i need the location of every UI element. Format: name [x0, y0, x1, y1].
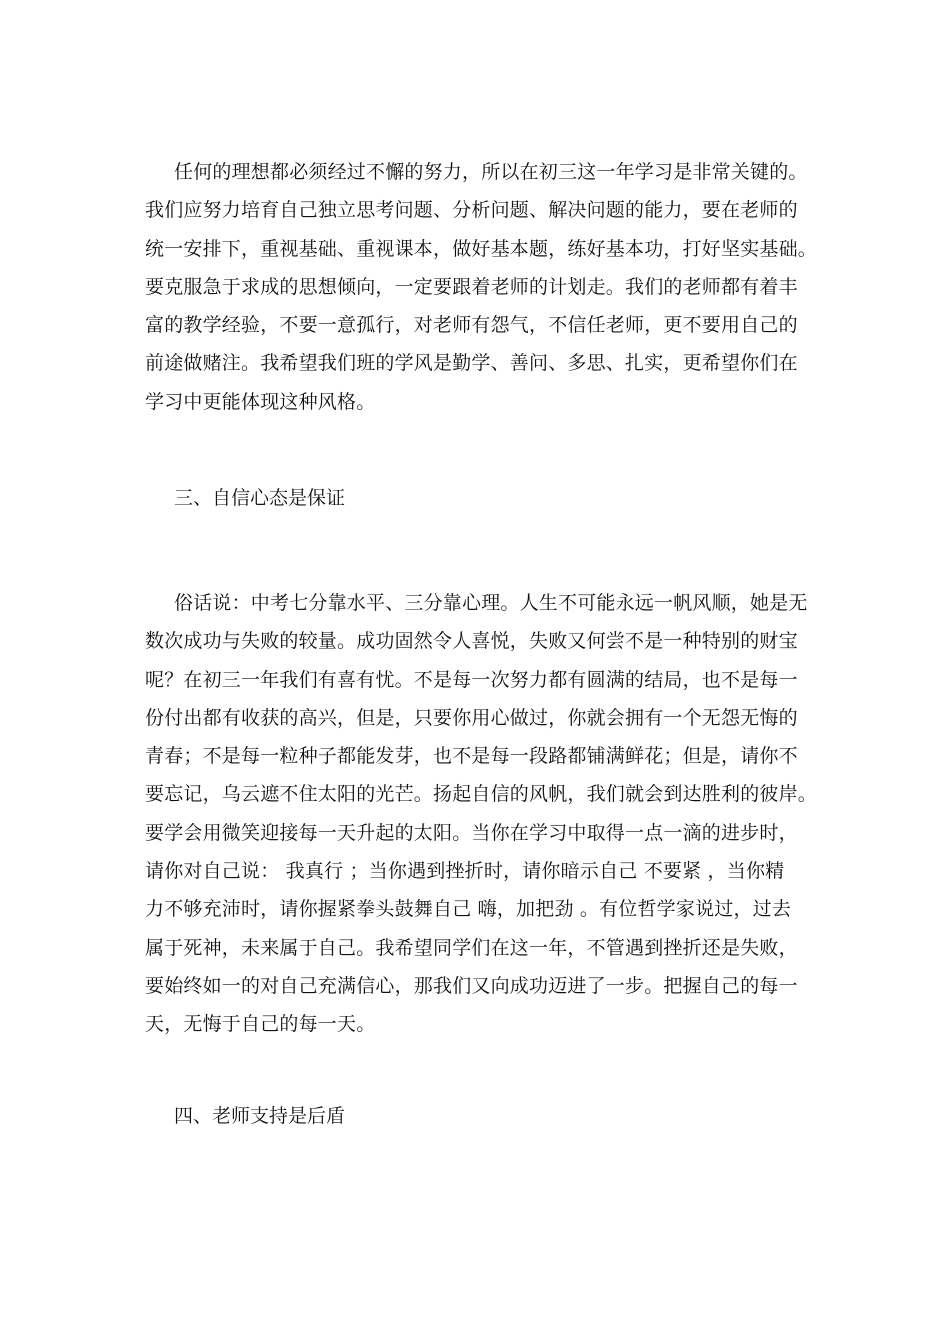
paragraph-line: 要学会用微笑迎接每一天升起的太阳。当你在学习中取得一点一滴的进步时，	[145, 821, 798, 844]
paragraph-line: 我们应努力培育自己独立思考问题、分析问题、解决问题的能力，要在老师的	[145, 199, 798, 222]
paragraph-line: 前途做赌注。我希望我们班的学风是勤学、善问、多思、扎实，更希望你们在	[145, 352, 798, 375]
paragraph-line: 统一安排下，重视基础、重视课本，做好基本题，练好基本功，打好坚实基础。	[145, 237, 818, 260]
paragraph-line: 任何的理想都必须经过不懈的努力，所以在初三这一年学习是非常关键的。	[174, 161, 808, 183]
paragraph-line: 要始终如一的对自己充满信心，那我们又向成功迈进了一步。把握自己的每一	[145, 974, 798, 997]
paragraph-line: 天，无悔于自己的每一天。	[145, 1013, 376, 1036]
paragraph-line: 要忘记，乌云遮不住太阳的光芒。扬起自信的风帆，我们就会到达胜利的彼岸。	[145, 783, 818, 806]
paragraph-line: 属于死神，未来属于自己。我希望同学们在这一年，不管遇到挫折还是失败，	[145, 936, 798, 959]
section-heading-teacher-support: 四、老师支持是后盾	[174, 1105, 346, 1127]
paragraph-line: 学习中更能体现这种风格。	[145, 390, 376, 413]
paragraph-study-effort	[145, 153, 818, 421]
paragraph-line: 请你对自己说： 我真行 ；当你遇到挫折时，请你暗示自己 不要紧 ，当你精	[145, 860, 785, 883]
paragraph-line: 要克服急于求成的思想倾向，一定要跟着老师的计划走。我们的老师都有着丰	[145, 275, 798, 298]
paragraph-line: 呢？在初三一年我们有喜有忧。不是每一次努力都有圆满的结局，也不是每一	[145, 668, 798, 691]
paragraph-line: 份付出都有收获的高兴，但是，只要你用心做过，你就会拥有一个无怨无悔的	[145, 706, 798, 729]
paragraph-line: 富的教学经验，不要一意孤行，对老师有怨气，不信任老师，更不要用自己的	[145, 314, 798, 337]
paragraph-line: 青春；不是每一粒种子都能发芽，也不是每一段路都铺满鲜花；但是，请你不	[145, 745, 798, 768]
paragraph-line: 俗话说：中考七分靠水平、三分靠心理。人生不可能永远一帆风顺，她是无	[174, 592, 808, 614]
paragraph-line: 数次成功与失败的较量。成功固然令人喜悦，失败又何尝不是一种特别的财宝	[145, 630, 798, 653]
paragraph-confidence	[145, 584, 818, 1044]
section-heading-confidence: 三、自信心态是保证	[174, 487, 346, 509]
paragraph-line: 力不够充沛时，请你握紧拳头鼓舞自己 嗨，加把劲 。有位哲学家说过，过去	[145, 898, 792, 921]
